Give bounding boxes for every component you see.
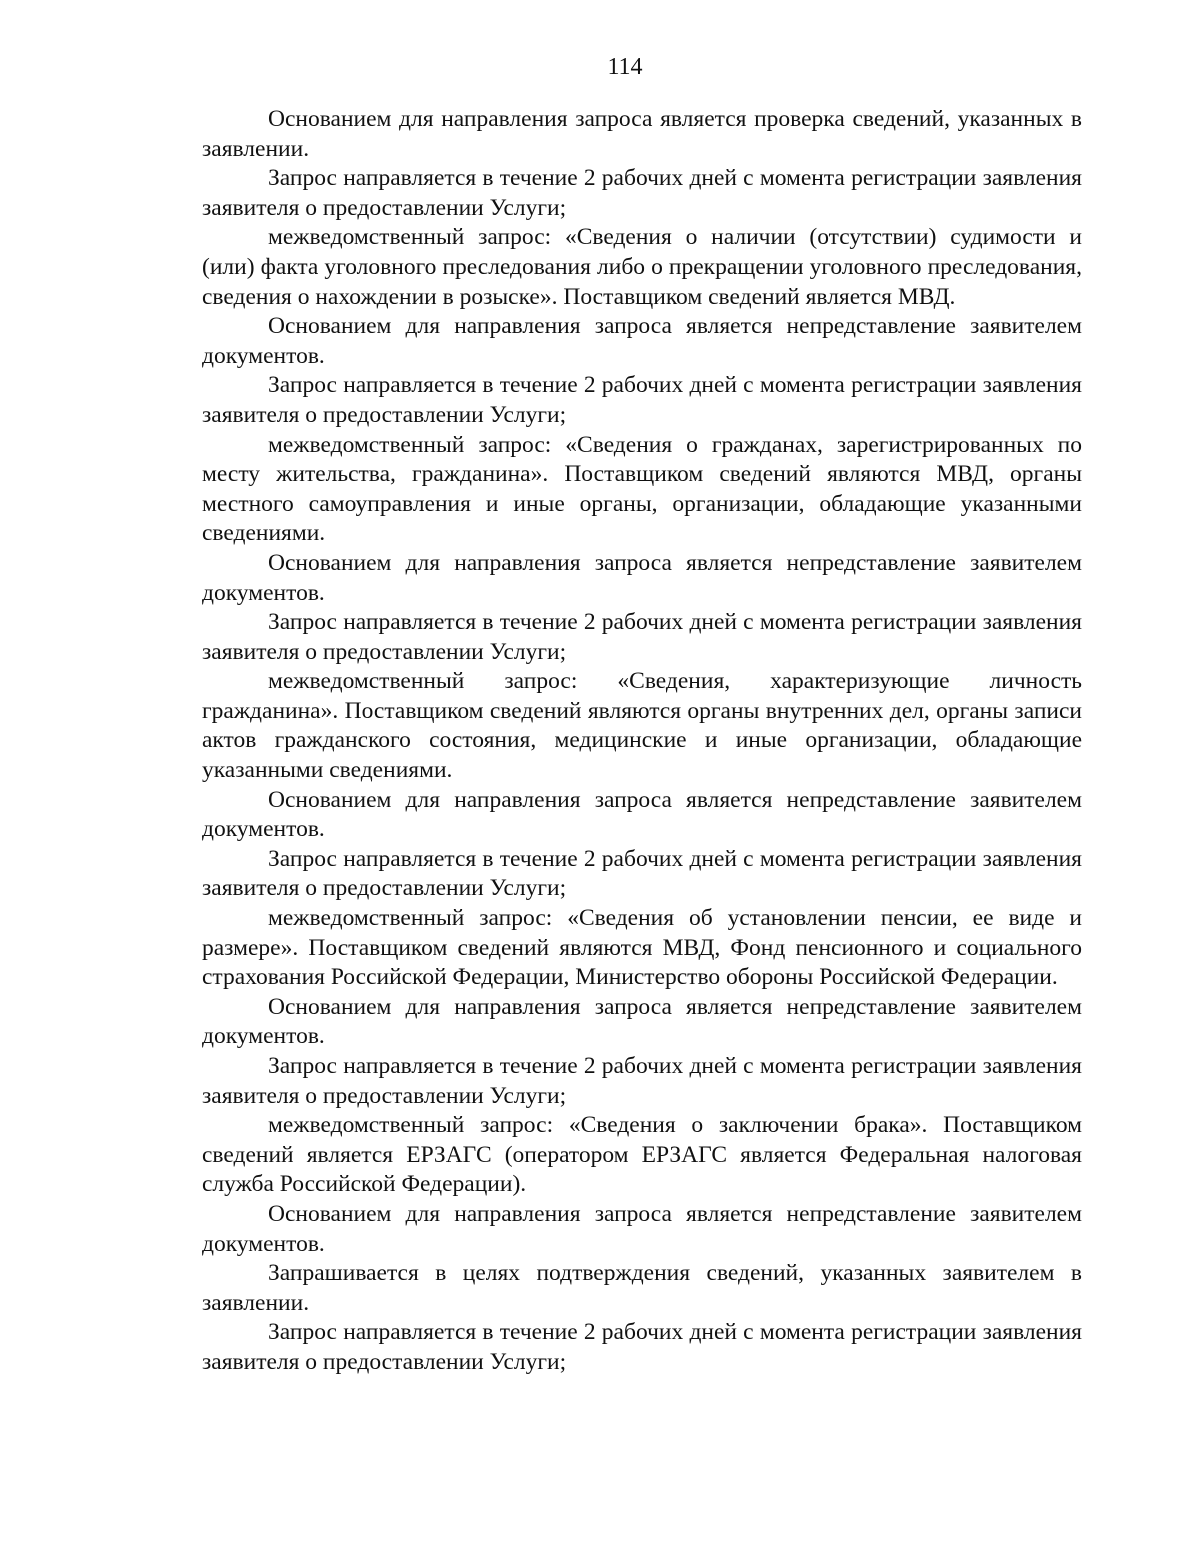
paragraph: Запрос направляется в течение 2 рабочих дней с момента регистрации заявления заявителя о предоставлении Услуги;	[202, 165, 1082, 221]
paragraph: межведомственный запрос: «Сведения, характеризующие личность гражданина». Поставщиком сведений являются органы внутренних дел, органы записи актов гражданского состояния, медицинские и иные организации, обладающие указанными сведениями.	[202, 668, 1082, 784]
paragraph: Запрос направляется в течение 2 рабочих дней с момента регистрации заявления заявителя о предоставлении Услуги;	[202, 845, 1082, 902]
paragraph: межведомственный запрос: «Сведения об установлении пенсии, ее виде и размере». Поставщиком сведений являются МВД, Фонд пенсионного и социального страхования Российской Федерации, Министерство обороны Российской Федерации.	[202, 905, 1082, 991]
paragraph: Основанием для направления запроса является непредставление заявителем документов.	[202, 786, 1082, 843]
paragraph: Основанием для направления запроса является непредставление заявителем документов.	[202, 1200, 1082, 1257]
paragraph: Основанием для направления запроса является непредставление заявителем документов.	[202, 993, 1082, 1050]
page-number: 114	[607, 54, 643, 80]
paragraph: Основанием для направления запроса является непредставление заявителем документов.	[202, 313, 1082, 369]
paragraph: Запрос направляется в течение 2 рабочих дней с момента регистрации заявления заявителя о предоставлении Услуги;	[202, 1319, 1082, 1375]
paragraph: Запрашивается в целях подтверждения сведений, указанных заявителем в заявлении.	[202, 1260, 1082, 1316]
paragraph: межведомственный запрос: «Сведения о заключении брака». Поставщиком сведений является ЕРЗАГС (оператором ЕРЗАГС является Федеральная налоговая служба Российской Федерации).	[202, 1112, 1082, 1198]
paragraph: межведомственный запрос: «Сведения о наличии (отсутствии) судимости и (или) факта уголовного преследования либо о прекращении уголовного преследования, сведения о нахождении в розыске». Поставщиком сведений является МВД.	[202, 224, 1082, 310]
paragraph: межведомственный запрос: «Сведения о гражданах, зарегистрированных по месту жительства, гражданина». Поставщиком сведений являются МВД, органы местного самоуправления и иные органы, организации, обладающие указанными сведениями.	[202, 431, 1082, 547]
paragraph: Запрос направляется в течение 2 рабочих дней с момента регистрации заявления заявителя о предоставлении Услуги;	[202, 1053, 1082, 1109]
paragraph: Запрос направляется в течение 2 рабочих дней с момента регистрации заявления заявителя о предоставлении Услуги;	[202, 372, 1082, 428]
paragraph: Запрос направляется в течение 2 рабочих дней с момента регистрации заявления заявителя о предоставлении Услуги;	[202, 609, 1082, 665]
document-body	[202, 105, 1082, 1378]
paragraph: Основанием для направления запроса является непредставление заявителем документов.	[202, 549, 1082, 606]
paragraph: Основанием для направления запроса является проверка сведений, указанных в заявлении.	[202, 106, 1082, 162]
